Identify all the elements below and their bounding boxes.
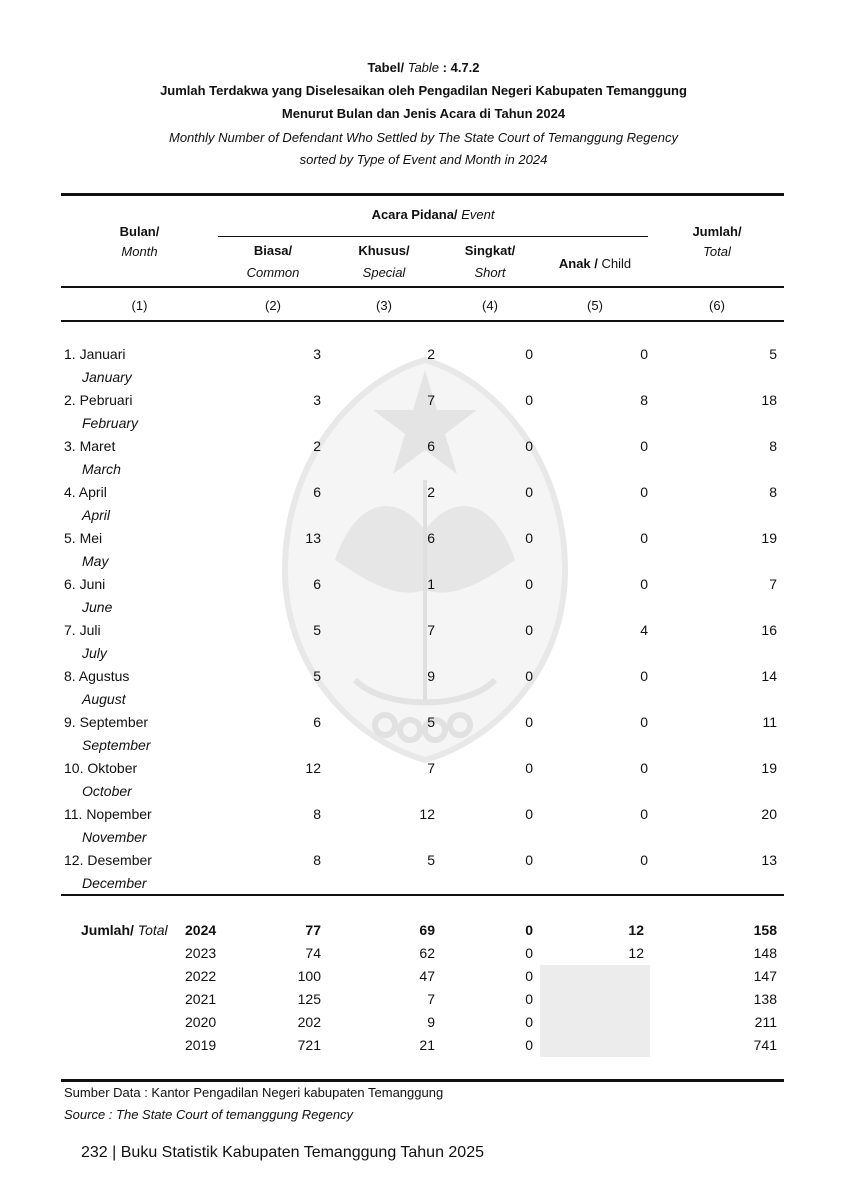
month-label-en: July — [82, 645, 107, 661]
cell-common: 8 — [313, 852, 321, 868]
month-label: 10. Oktober — [64, 760, 138, 776]
header-event: Acara Pidana/ Event — [371, 207, 495, 222]
cell-total: 7 — [769, 576, 777, 592]
header-month-id: Bulan/ — [119, 224, 160, 239]
cell-short: 0 — [525, 438, 533, 454]
cell-short: 0 — [525, 760, 533, 776]
cell-common: 13 — [305, 530, 321, 546]
cell-total: 8 — [769, 484, 777, 500]
header-total-id: Jumlah/ — [692, 224, 742, 239]
cell-total: 20 — [761, 806, 777, 822]
cell-special: 7 — [427, 760, 435, 776]
month-label-en: March — [82, 461, 121, 477]
month-label: 6. Juni — [64, 576, 106, 592]
col-number-1: (1) — [131, 298, 148, 313]
total-cell-total: 138 — [753, 991, 777, 1007]
book-title: | Buku Statistik Kabupaten Temanggung Tahun 2025 — [112, 1144, 484, 1161]
total-year: 2024 — [185, 922, 217, 938]
cell-total: 14 — [761, 668, 777, 684]
month-label-en: September — [82, 737, 151, 753]
cell-child: 0 — [640, 852, 648, 868]
cell-total: 18 — [761, 392, 777, 408]
col-number-3: (3) — [376, 298, 392, 313]
cell-special: 6 — [427, 438, 435, 454]
month-label-en: October — [82, 783, 132, 799]
total-year: 2023 — [185, 945, 217, 961]
cell-total: 19 — [761, 530, 777, 546]
total-cell-total: 148 — [753, 945, 777, 961]
cell-child: 0 — [640, 530, 648, 546]
page-number: 232 — [81, 1144, 108, 1161]
header-month-en: Month — [121, 244, 158, 259]
total-cell-total: 158 — [753, 922, 777, 938]
cell-special: 2 — [427, 346, 435, 362]
months-bottom-rule — [61, 894, 784, 896]
month-label: 2. Pebruari — [64, 392, 133, 408]
cell-short: 0 — [525, 806, 533, 822]
header-total-en: Total — [703, 244, 731, 259]
total-cell-common: 125 — [297, 991, 321, 1007]
cell-short: 0 — [525, 714, 533, 730]
month-label: 7. Juli — [64, 622, 101, 638]
cell-child: 0 — [640, 576, 648, 592]
cell-short: 0 — [525, 576, 533, 592]
cell-child: 4 — [640, 622, 648, 638]
cell-total: 13 — [761, 852, 777, 868]
empty-shaded-cells — [540, 965, 650, 1057]
cell-common: 6 — [313, 484, 321, 500]
source-en: Source : The State Court of temanggung Regency — [64, 1107, 354, 1122]
total-cell-common: 721 — [297, 1037, 321, 1053]
table-top-rule — [61, 193, 784, 196]
cell-special: 6 — [427, 530, 435, 546]
total-cell-common: 100 — [297, 968, 321, 984]
cell-special: 7 — [427, 622, 435, 638]
cell-short: 0 — [525, 484, 533, 500]
cell-child: 0 — [640, 760, 648, 776]
total-cell-special: 69 — [419, 922, 435, 938]
cell-child: 0 — [640, 484, 648, 500]
month-label: 11. Nopember — [64, 806, 152, 822]
header-col-short-id: Singkat/ — [464, 243, 516, 258]
total-year: 2021 — [185, 991, 217, 1007]
total-cell-total: 741 — [753, 1037, 777, 1053]
header-col-special-id: Khusus/ — [358, 243, 410, 258]
cell-common: 3 — [313, 346, 321, 362]
source-id: Sumber Data : Kantor Pengadilan Negeri kabupaten Temanggung — [64, 1085, 444, 1100]
cell-common: 3 — [313, 392, 321, 408]
cell-total: 16 — [761, 622, 777, 638]
cell-common: 12 — [305, 760, 321, 776]
table-number: Tabel/ Table : 4.7.2 — [367, 60, 480, 75]
month-label-en: November — [82, 829, 147, 845]
cell-child: 0 — [640, 714, 648, 730]
month-label-en: February — [82, 415, 139, 431]
event-group-rule — [218, 236, 648, 237]
month-label-en: May — [82, 553, 109, 569]
cell-total: 5 — [769, 346, 777, 362]
month-label: 1. Januari — [64, 346, 126, 362]
table-bottom-rule — [61, 1079, 784, 1082]
header-col-common-en: Common — [246, 265, 300, 280]
month-label: 4. April — [64, 484, 107, 500]
cell-special: 5 — [427, 714, 435, 730]
month-label-en: December — [82, 875, 147, 891]
cell-common: 8 — [313, 806, 321, 822]
total-cell-total: 147 — [753, 968, 777, 984]
cell-special: 7 — [427, 392, 435, 408]
header-col-short-en: Short — [474, 265, 506, 280]
month-label: 3. Maret — [64, 438, 116, 454]
numbers-bottom-rule — [61, 320, 784, 322]
total-cell-short: 0 — [525, 945, 533, 961]
cell-short: 0 — [525, 668, 533, 684]
cell-short: 0 — [525, 392, 533, 408]
cell-common: 6 — [313, 576, 321, 592]
month-label: 12. Desember — [64, 852, 152, 868]
col-number-4: (4) — [482, 298, 498, 313]
cell-common: 5 — [313, 622, 321, 638]
total-cell-short: 0 — [525, 922, 533, 938]
total-cell-special: 47 — [419, 968, 435, 984]
total-cell-short: 0 — [525, 1037, 533, 1053]
total-cell-child: 12 — [628, 945, 644, 961]
cell-short: 0 — [525, 852, 533, 868]
total-year: 2019 — [185, 1037, 217, 1053]
month-label-en: January — [82, 369, 132, 385]
col-number-6: (6) — [709, 298, 725, 313]
total-cell-short: 0 — [525, 968, 533, 984]
total-cell-special: 7 — [427, 991, 435, 1007]
month-label-en: April — [82, 507, 111, 523]
cell-child: 0 — [640, 346, 648, 362]
header-col-common-id: Biasa/ — [253, 243, 293, 258]
month-label-en: June — [82, 599, 113, 615]
cell-short: 0 — [525, 530, 533, 546]
total-cell-child: 12 — [628, 922, 644, 938]
total-cell-special: 62 — [419, 945, 435, 961]
page-footer — [81, 1144, 484, 1162]
total-year: 2020 — [185, 1014, 217, 1030]
cell-special: 9 — [427, 668, 435, 684]
col-number-2: (2) — [265, 298, 281, 313]
cell-child: 0 — [640, 438, 648, 454]
cell-child: 0 — [640, 668, 648, 684]
cell-total: 8 — [769, 438, 777, 454]
month-label: 5. Mei — [64, 530, 103, 546]
total-cell-common: 202 — [297, 1014, 321, 1030]
title-line-3-en: Monthly Number of Defendant Who Settled by The State Court of Temanggung Regency — [169, 130, 678, 145]
cell-common: 6 — [313, 714, 321, 730]
title-line-1: Jumlah Terdakwa yang Diselesaikan oleh Pengadilan Negeri Kabupaten Temanggung — [160, 83, 687, 98]
cell-short: 0 — [525, 622, 533, 638]
title-line-4-en: sorted by Type of Event and Month in 2024 — [299, 152, 548, 167]
header-col-special-en: Special — [362, 265, 406, 280]
cell-common: 2 — [313, 438, 321, 454]
header-col-child: Anak / Child — [558, 256, 632, 271]
cell-total: 19 — [761, 760, 777, 776]
total-cell-short: 0 — [525, 991, 533, 1007]
title-line-2: Menurut Bulan dan Jenis Acara di Tahun 2024 — [281, 106, 566, 121]
cell-common: 5 — [313, 668, 321, 684]
cell-special: 1 — [427, 576, 435, 592]
cell-special: 2 — [427, 484, 435, 500]
total-year: 2022 — [185, 968, 217, 984]
month-label: 8. Agustus — [64, 668, 130, 684]
total-cell-special: 21 — [419, 1037, 435, 1053]
month-label-en: August — [82, 691, 126, 707]
col-number-5: (5) — [587, 298, 603, 313]
cell-child: 0 — [640, 806, 648, 822]
header-bottom-rule — [61, 286, 784, 288]
totals-label: Jumlah/ Total — [81, 922, 168, 938]
month-label: 9. September — [64, 714, 149, 730]
total-cell-short: 0 — [525, 1014, 533, 1030]
total-cell-common: 77 — [305, 922, 321, 938]
total-cell-total: 211 — [754, 1014, 777, 1030]
cell-total: 11 — [762, 714, 777, 730]
cell-special: 5 — [427, 852, 435, 868]
total-cell-special: 9 — [427, 1014, 435, 1030]
total-cell-common: 74 — [305, 945, 321, 961]
cell-child: 8 — [640, 392, 648, 408]
cell-special: 12 — [419, 806, 435, 822]
cell-short: 0 — [525, 346, 533, 362]
